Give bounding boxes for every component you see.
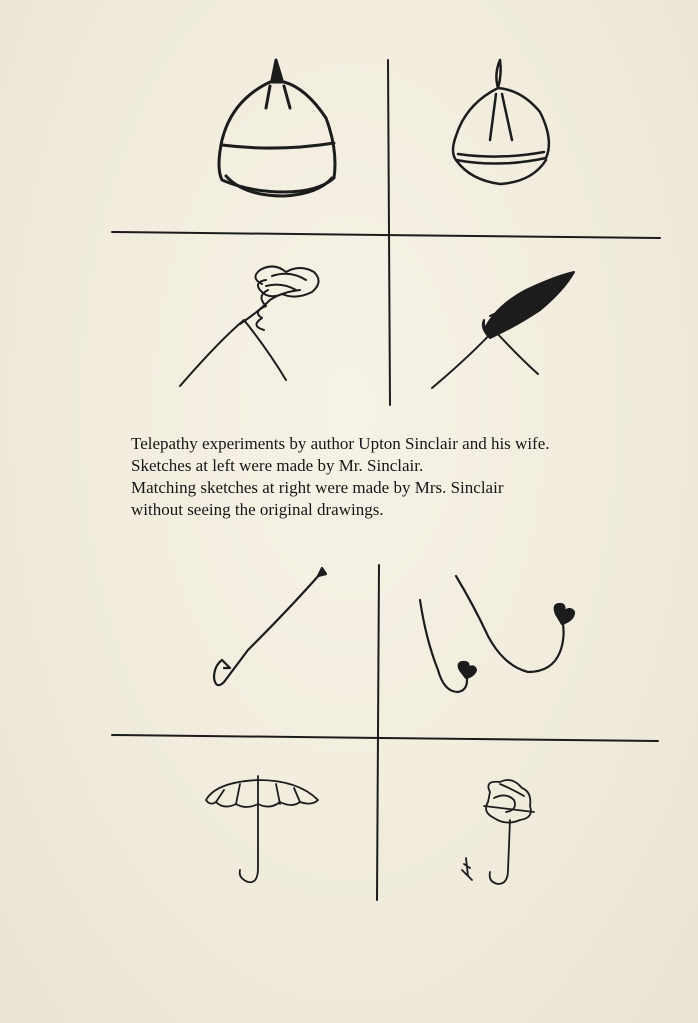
sketch-left-umbrella — [206, 776, 318, 882]
caption-line-2: Sketches at left were made by Mr. Sinclair. — [131, 456, 424, 475]
sketch-right-umbrella — [462, 780, 534, 884]
sketch-right-dome-hat — [453, 60, 549, 184]
lower-vertical-divider — [377, 565, 379, 900]
figure-caption — [131, 433, 671, 521]
caption-line-3: Matching sketches at right were made by Mrs. Sinclair — [131, 478, 504, 497]
lower-horizontal-divider — [112, 735, 658, 741]
caption-line-4: without seeing the original drawings. — [131, 500, 384, 519]
sketch-left-scribble-tree — [180, 266, 319, 386]
sketch-left-fish-hook — [214, 568, 326, 685]
sketch-right-scribbled-tree — [432, 272, 574, 388]
upper-vertical-divider — [388, 60, 390, 405]
sketch-right-hooks — [420, 576, 574, 692]
upper-horizontal-divider — [112, 232, 660, 238]
sketch-left-dome-hat — [219, 60, 335, 196]
caption-line-1: Telepathy experiments by author Upton Sinclair and his wife. — [131, 434, 550, 453]
